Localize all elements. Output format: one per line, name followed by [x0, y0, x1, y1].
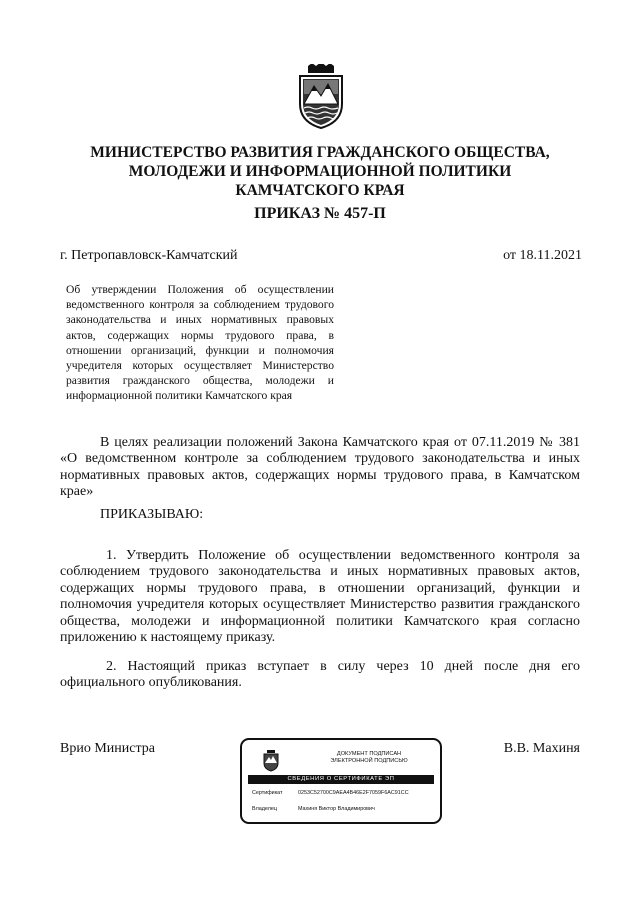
body-item-1: 1. Утвердить Положение об осуществлении ведомственного контроля за соблюдением трудового законодательства и иных нормативных правовых актов, содержащих нормы трудового права, в отношении организаций, функции и полномочия учредителя которых осуществляет Министерство развития гражданского общества, молодежи и информационной политики Камчатского края согласно приложению к настоящему приказу.	[60, 548, 580, 646]
signer-position: Врио Министра	[60, 741, 155, 756]
electronic-signature-stamp	[240, 738, 442, 824]
ministry-name	[60, 143, 580, 200]
cert-value: 0253C52700C9AEA4B46E2F7059F6AC91CC	[298, 790, 409, 796]
ministry-line: МИНИСТЕРСТВО РАЗВИТИЯ ГРАЖДАНСКОГО ОБЩЕСТВА,	[90, 144, 550, 161]
order-date: от 18.11.2021	[503, 248, 582, 263]
order-word: ПРИКАЗЫВАЮ:	[100, 507, 204, 522]
ministry-line: МОЛОДЕЖИ И ИНФОРМАЦИОННОЙ ПОЛИТИКИ	[128, 163, 512, 180]
stamp-emblem-icon	[262, 750, 280, 772]
owner-value: Махиня Виктор Владимирович	[298, 806, 375, 812]
stamp-cert-bar: СВЕДЕНИЯ О СЕРТИФИКАТЕ ЭП	[248, 775, 434, 784]
stamp-header-line: ДОКУМЕНТ ПОДПИСАН	[336, 751, 402, 757]
body-intro: В целях реализации положений Закона Камчатского края от 07.11.2019 № 381 «О ведомственном контроле за соблюдением трудового законодательства и иных нормативных правовых актов, содержащих нормы трудового права, в Камчатском крае»	[60, 435, 580, 500]
kamchatka-coat-of-arms-icon	[294, 64, 348, 130]
body-item-2: 2. Настоящий приказ вступает в силу через 10 дней после дня его официального опубликования.	[60, 659, 580, 691]
stamp-header-line: ЭЛЕКТРОННОЙ ПОДПИСЬЮ	[330, 758, 408, 764]
signer-name: В.В. Махиня	[503, 741, 580, 756]
order-subject: Об утверждении Положения об осуществлении ведомственного контроля за соблюдением трудового законодательства и иных нормативных правовых актов, содержащих нормы трудового права, в отношении организаций, функции и полномочия учредителя которых осуществляет Министерство развития гражданского общества, молодежи и информационной политики Камчатского края	[66, 283, 334, 403]
owner-label: Владелец	[252, 806, 277, 812]
cert-label: Сертификат	[252, 790, 283, 796]
stamp-header	[304, 751, 434, 765]
order-title: ПРИКАЗ № 457-П	[254, 205, 386, 222]
stamp-owner-row	[252, 806, 434, 813]
ministry-line: КАМЧАТСКОГО КРАЯ	[235, 182, 405, 199]
stamp-cert-row	[252, 790, 434, 797]
place: г. Петропавловск-Камчатский	[60, 248, 238, 263]
